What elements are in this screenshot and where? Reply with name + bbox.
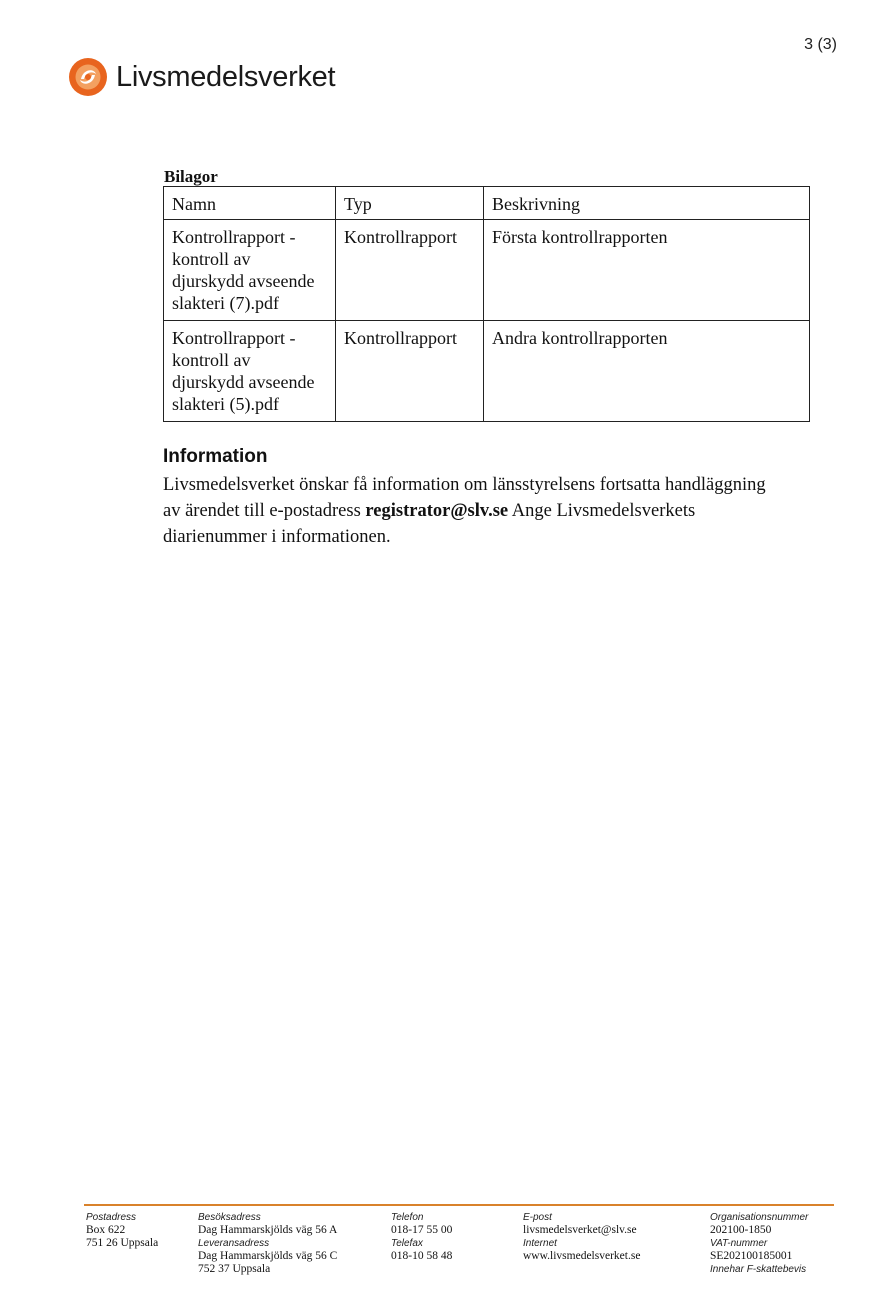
cell-name-line: kontroll av xyxy=(172,249,251,269)
footer-label: Leveransadress xyxy=(198,1238,270,1249)
table-row xyxy=(164,220,810,321)
cell-name-line: djurskydd avseende xyxy=(172,271,315,291)
footer-email xyxy=(523,1211,640,1263)
footer-website-link[interactable]: www.livsmedelsverket.se xyxy=(523,1250,641,1262)
footer-label: Besöksadress xyxy=(198,1212,261,1223)
footer-label: E-post xyxy=(523,1212,552,1223)
attachments-title: Bilagor xyxy=(164,167,218,186)
table-header-row xyxy=(164,187,810,220)
cell-description: Första kontrollrapporten xyxy=(484,220,810,321)
footer-value: Dag Hammarskjölds väg 56 A xyxy=(198,1224,338,1236)
information-body xyxy=(163,472,813,550)
footer-label: Telefon xyxy=(391,1212,424,1223)
cell-name-line: Kontrollrapport - xyxy=(172,227,296,247)
footer-email-link[interactable]: livsmedelsverket@slv.se xyxy=(523,1224,637,1236)
footer-postal xyxy=(86,1211,158,1250)
footer-value: 202100-1850 xyxy=(710,1224,772,1236)
footer-value: 018-10 58 48 xyxy=(391,1250,453,1262)
table-row xyxy=(164,321,810,422)
header-name: Namn xyxy=(164,187,336,220)
information-line: Livsmedelsverket önskar få information om länsstyrelsens fortsatta handläggning xyxy=(163,475,766,495)
cell-name-line: slakteri (5).pdf xyxy=(172,394,279,414)
footer-value: 751 26 Uppsala xyxy=(86,1237,159,1249)
cell-name-line: slakteri (7).pdf xyxy=(172,293,279,313)
footer-value: Box 622 xyxy=(86,1224,126,1236)
header-description: Beskrivning xyxy=(484,187,810,220)
email-address: registrator@slv.se xyxy=(365,501,509,521)
footer-value: 018-17 55 00 xyxy=(391,1224,453,1236)
footer-visit xyxy=(198,1211,337,1276)
information-text: av ärendet till e-postadress xyxy=(163,501,366,521)
page-number: 3 (3) xyxy=(804,36,837,53)
footer-note: Innehar F-skattebevis xyxy=(710,1264,807,1275)
information-line: diarienummer i informationen. xyxy=(163,527,391,547)
footer-label: Postadress xyxy=(86,1212,137,1223)
cell-name-line: djurskydd avseende xyxy=(172,372,315,392)
footer-label: Organisationsnummer xyxy=(710,1212,809,1223)
header-type: Typ xyxy=(336,187,484,220)
cell-name xyxy=(164,220,336,321)
cell-name xyxy=(164,321,336,422)
footer-divider xyxy=(84,1204,834,1206)
brand-logo xyxy=(68,56,335,98)
information-heading: Information xyxy=(163,446,268,467)
attachments-table xyxy=(163,186,810,422)
information-line xyxy=(163,498,813,524)
footer-phone xyxy=(391,1211,452,1263)
footer-label: Telefax xyxy=(391,1238,423,1249)
brand-logo-icon xyxy=(68,57,108,97)
cell-type: Kontrollrapport xyxy=(336,220,484,321)
footer-label: Internet xyxy=(523,1238,557,1249)
cell-type: Kontrollrapport xyxy=(336,321,484,422)
cell-name-line: Kontrollrapport - xyxy=(172,328,296,348)
footer-label: VAT-nummer xyxy=(710,1238,768,1249)
information-text: Ange Livsmedelsverkets xyxy=(508,501,696,521)
footer-value: SE202100185001 xyxy=(710,1250,793,1262)
footer-value: Dag Hammarskjölds väg 56 C xyxy=(198,1250,338,1262)
cell-name-line: kontroll av xyxy=(172,350,251,370)
footer-value: 752 37 Uppsala xyxy=(198,1263,271,1275)
brand-name: Livsmedelsverket xyxy=(116,60,336,93)
footer-org xyxy=(710,1211,808,1276)
cell-description: Andra kontrollrapporten xyxy=(484,321,810,422)
